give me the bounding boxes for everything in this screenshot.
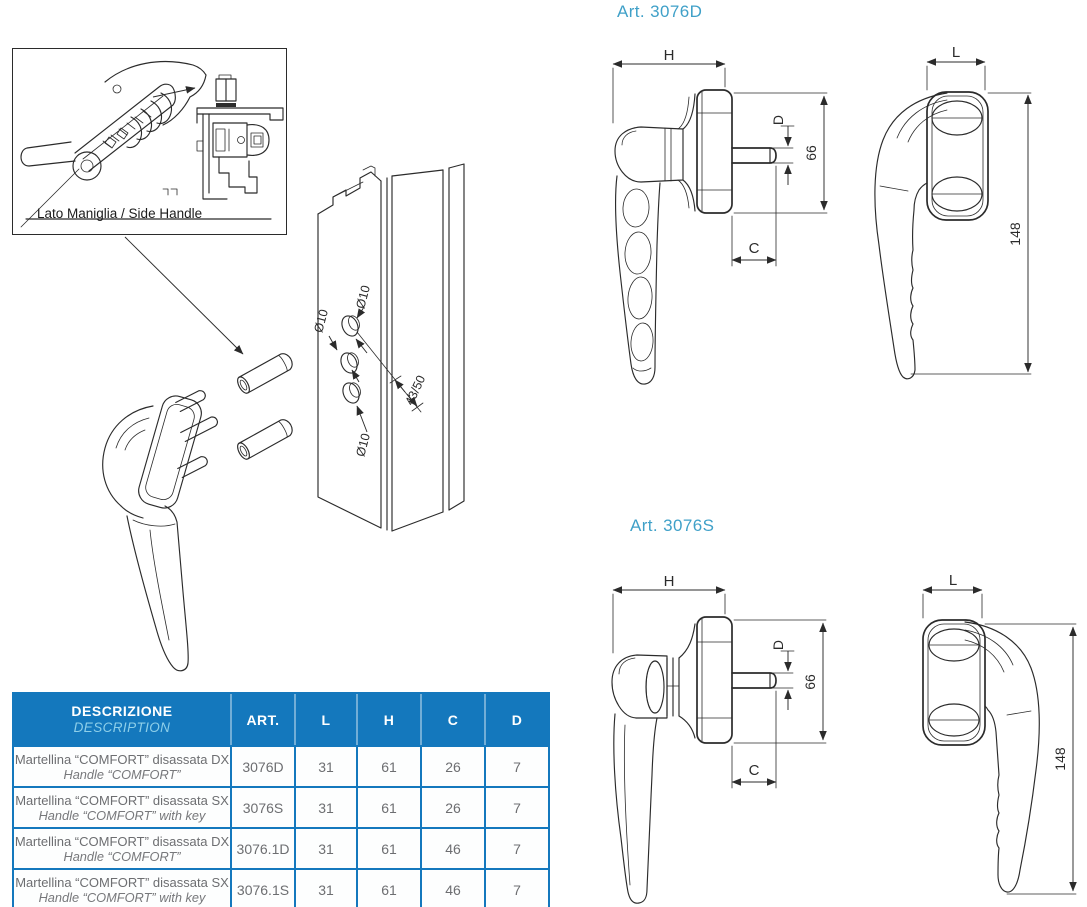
- dim-label-l: L: [948, 572, 958, 589]
- header-descrizione-label: DESCRIZIONE: [71, 703, 173, 719]
- dim-label-148: 148: [1007, 222, 1023, 246]
- cell-c: 26: [420, 747, 484, 786]
- header-l: L: [294, 694, 356, 745]
- cell-description: Martellina “COMFORT” disassata DX Handle “COMFORT”: [14, 751, 230, 782]
- header-description-label: DESCRIPTION: [73, 720, 171, 735]
- header-h: H: [356, 694, 420, 745]
- dim-label-c: C: [748, 240, 760, 257]
- hole-dia-label-2: Ø10: [353, 283, 373, 311]
- side-view-3076s: [855, 560, 1087, 907]
- article-label-3076d: Art. 3076D: [617, 2, 703, 21]
- box-leader-arrow: [125, 237, 243, 354]
- table-header-row: [14, 694, 548, 745]
- handle-3d: [103, 389, 219, 671]
- cell-description: Martellina “COMFORT” disassata SX Handle “COMFORT” with key: [15, 792, 229, 823]
- cell-l: 31: [294, 788, 356, 827]
- header-description: [14, 694, 230, 745]
- handle-side-drawing: [875, 92, 988, 379]
- dim-label-66: 66: [803, 145, 819, 161]
- spindle-cap-detail: [216, 75, 236, 107]
- cell-l: 31: [294, 829, 356, 868]
- cell-l: 31: [294, 870, 356, 907]
- header-art: ART.: [230, 694, 294, 745]
- front-view-dimensions: [613, 50, 827, 266]
- dim-label-l: L: [951, 44, 961, 61]
- fixing-pin: [235, 417, 295, 461]
- specification-table: [12, 692, 550, 907]
- cell-art: 3076.1S: [230, 870, 294, 907]
- side-view-3076d: [855, 40, 1087, 440]
- aluminium-profile: [318, 164, 464, 531]
- header-c: C: [420, 694, 484, 745]
- dim-label-66: 66: [802, 674, 818, 690]
- cell-c: 26: [420, 788, 484, 827]
- table-row: [14, 745, 548, 786]
- hole-spacing-label: 43/50: [402, 373, 429, 408]
- cell-l: 31: [294, 747, 356, 786]
- cell-art: 3076S: [230, 788, 294, 827]
- dim-label-h: H: [663, 50, 675, 64]
- cell-c: 46: [420, 829, 484, 868]
- table-row: [14, 827, 548, 868]
- cell-d: 7: [484, 870, 548, 907]
- cell-h: 61: [356, 788, 420, 827]
- cell-h: 61: [356, 747, 420, 786]
- dim-label-d: D: [770, 639, 786, 651]
- fixing-pin: [235, 351, 295, 395]
- cell-h: 61: [356, 870, 420, 907]
- handle-front-drawing: [615, 90, 776, 384]
- side-handle-caption: Lato Maniglia / Side Handle: [37, 206, 203, 221]
- cell-d: 7: [484, 829, 548, 868]
- table-row: [14, 786, 548, 827]
- cell-art: 3076.1D: [230, 829, 294, 868]
- handle-front-drawing: [612, 617, 776, 903]
- profile-dimensions: [311, 284, 428, 458]
- handle-side-drawing: [923, 620, 1039, 892]
- cell-h: 61: [356, 829, 420, 868]
- dim-label-d: D: [770, 114, 786, 126]
- header-d: D: [484, 694, 548, 745]
- hole-dia-label-1: Ø10: [311, 307, 331, 335]
- cell-description: Martellina “COMFORT” disassata SX Handle “COMFORT” with key: [15, 874, 229, 905]
- front-view-3076s: [595, 570, 845, 907]
- article-label-3076s: Art. 3076S: [630, 516, 715, 535]
- dim-label-148: 148: [1052, 747, 1068, 771]
- table-row: [14, 868, 548, 907]
- front-view-dimensions: [613, 573, 826, 788]
- front-view-3076d: [595, 50, 845, 400]
- exploded-assembly-drawing: [15, 160, 520, 705]
- cell-c: 46: [420, 870, 484, 907]
- cell-d: 7: [484, 788, 548, 827]
- dim-label-c: C: [748, 762, 760, 779]
- cell-d: 7: [484, 747, 548, 786]
- cell-description: Martellina “COMFORT” disassata DX Handle “COMFORT”: [14, 833, 230, 864]
- cell-art: 3076D: [230, 747, 294, 786]
- hole-dia-label-3: Ø10: [353, 431, 373, 459]
- dim-label-h: H: [663, 573, 675, 590]
